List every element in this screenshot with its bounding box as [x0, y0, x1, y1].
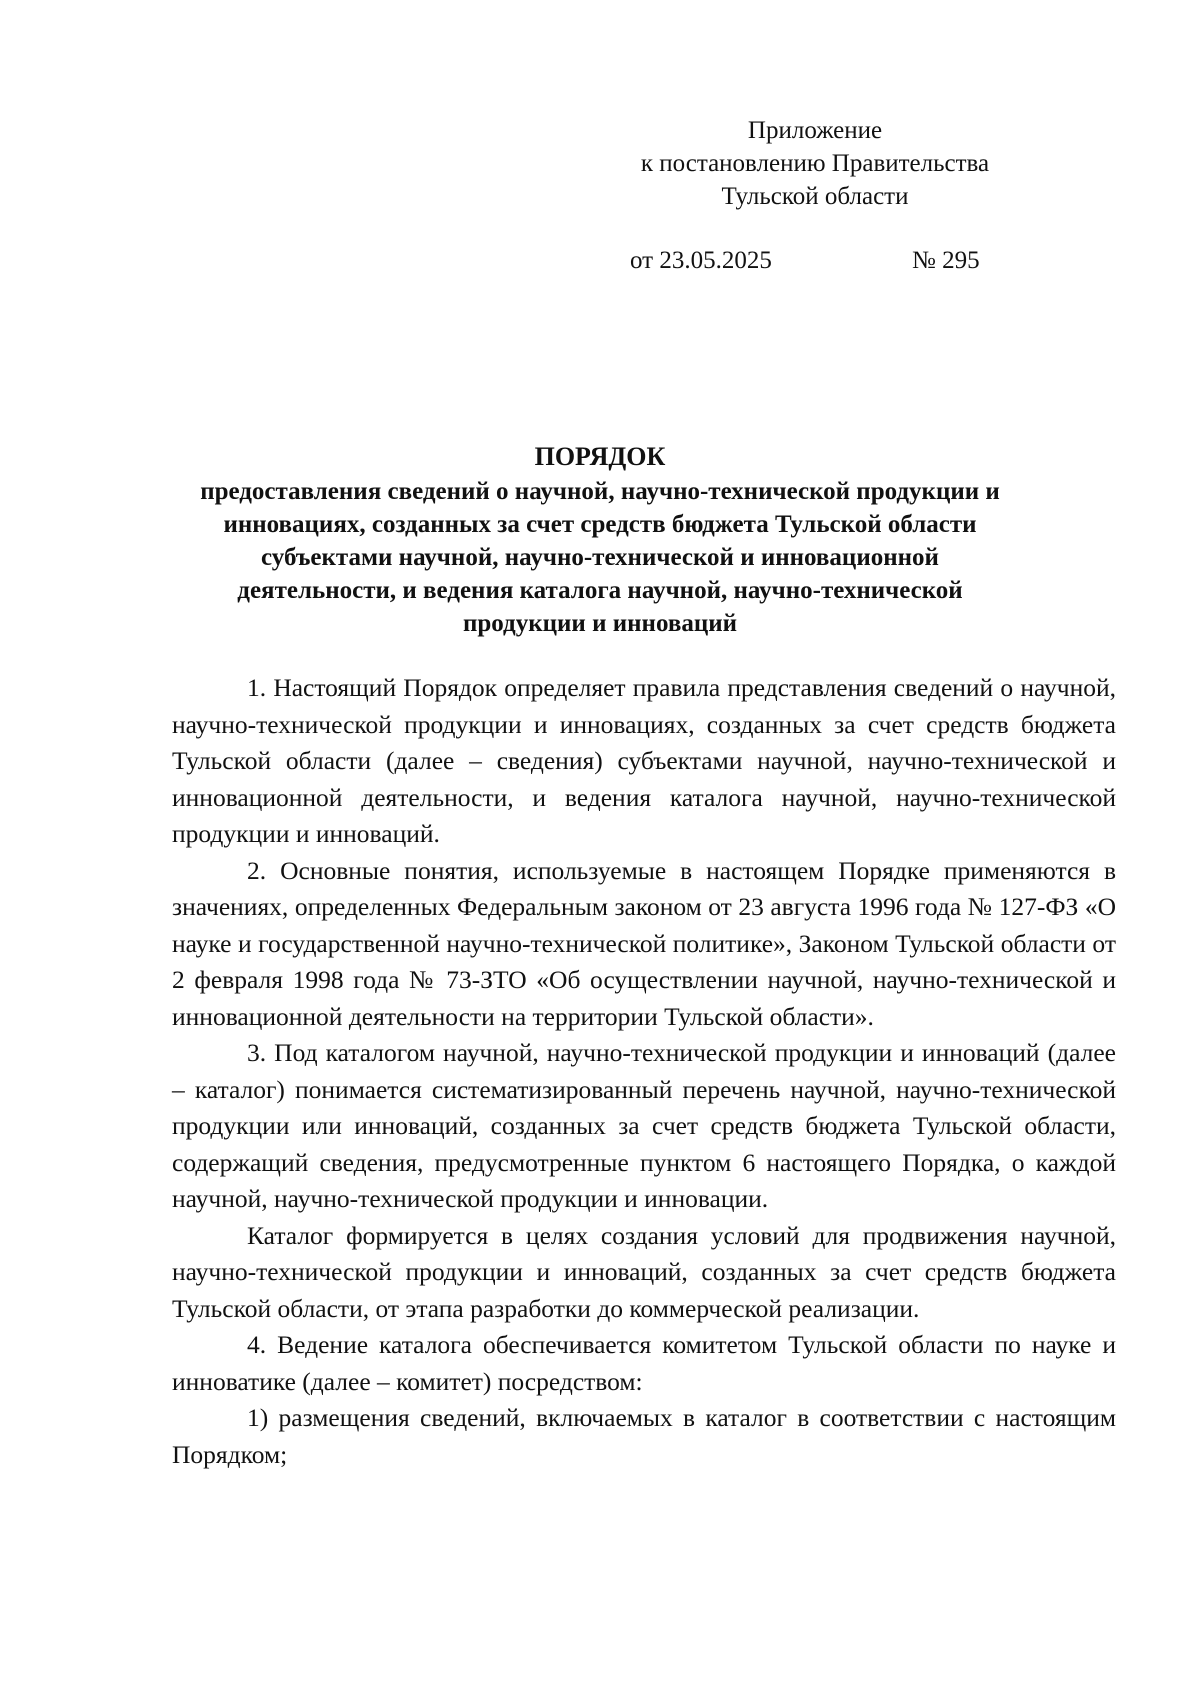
paragraph-4: 4. Ведение каталога обеспечивается комитетом Тульской области по науке и инноватике (далее – комитет) посредством:: [172, 1330, 1116, 1396]
annex-region: Тульской области: [721, 183, 909, 210]
paragraph-3: 3. Под каталогом научной, научно-технической продукции и инноваций (далее – каталог) понимается систематизированный перечень научной, научно-технической продукции или инноваций, созданных за счет средств бюджета Тульской области, содержащий сведения, предусмотренные пунктом 6 настоящего Порядка, о каждой научной, научно-технической продукции и инновации.: [172, 1038, 1116, 1213]
title-heading: ПОРЯДОК: [534, 442, 666, 471]
title-line: предоставления сведений о научной, научно-технической продукции и: [200, 478, 1000, 505]
paragraph-2: 2. Основные понятия, используемые в настоящем Порядке применяются в значениях, определенных Федеральным законом от 23 августа 1996 года № 127-ФЗ «О науке и государственной научно-технической политике», Законом Тульской области от 2 февраля 1998 года № 73-ЗТО «Об осуществлении научной, научно-технической и инновационной деятельности на территории Тульской области».: [172, 855, 1116, 1031]
title-line: субъектами научной, научно-технической и инновационной: [261, 544, 939, 571]
document-title: [120, 440, 1080, 640]
annex-resolution-ref: к постановлению Правительства: [640, 150, 990, 177]
resolution-number: № 295: [912, 247, 980, 274]
title-line: продукции и инноваций: [462, 610, 738, 637]
title-line: деятельности, и ведения каталога научной, научно-технической: [237, 577, 963, 604]
document-body: [172, 670, 1116, 1473]
paragraph-4-item-1: 1) размещения сведений, включаемых в каталог в соответствии с настоящим Порядком;: [172, 1403, 1116, 1469]
paragraph-catalog-purpose: Каталог формируется в целях создания условий для продвижения научной, научно-технической продукции и инноваций, созданных за счет средств бюджета Тульской области, от этапа разработки до коммерческой реализации.: [172, 1220, 1116, 1323]
annex-label: Приложение: [747, 117, 883, 144]
annex-block: [600, 114, 1030, 213]
resolution-date: от 23.05.2025: [630, 247, 772, 274]
title-line: инновациях, созданных за счет средств бюджета Тульской области: [223, 511, 977, 538]
paragraph-1: 1. Настоящий Порядок определяет правила представления сведений о научной, научно-технической продукции и инновациях, созданных за счет средств бюджета Тульской области (далее – сведения) субъектами научной, научно-технической и инновационной деятельности, и ведения каталога научной, научно-технической продукции и инноваций.: [172, 673, 1116, 848]
